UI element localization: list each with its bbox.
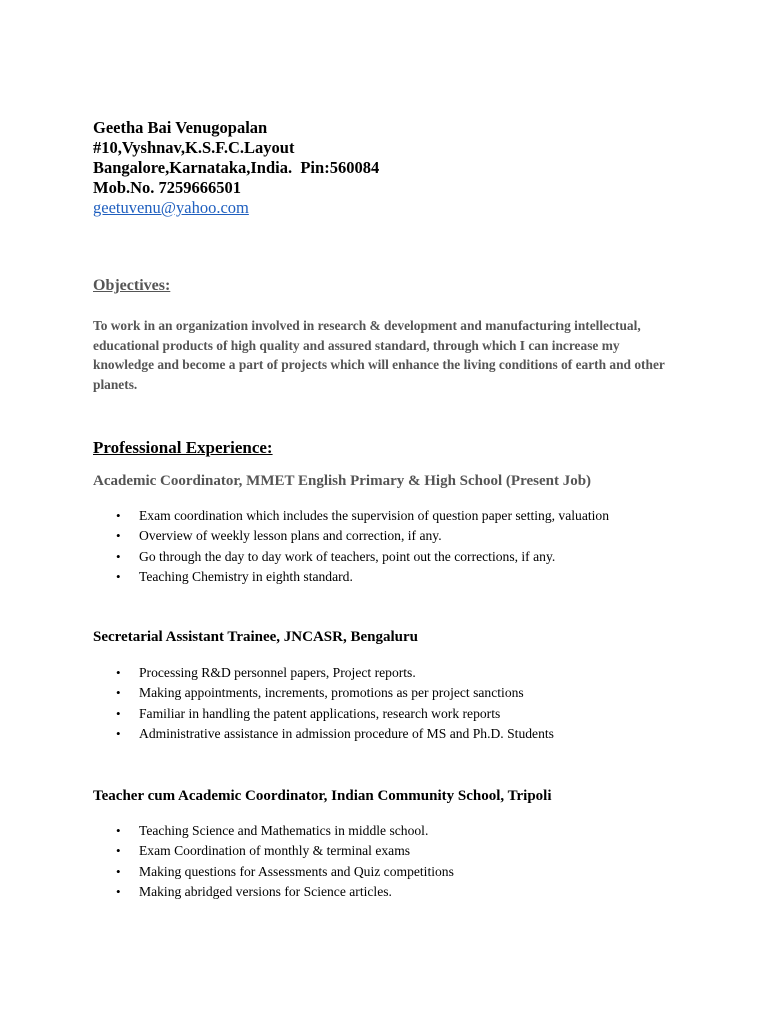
list-item: • Exam coordination which includes the supervision of question paper setting, valuation <box>0 506 609 526</box>
list-item: • Overview of weekly lesson plans and correction, if any. <box>0 526 609 546</box>
list-item: • Familiar in handling the patent applications, research work reports <box>0 704 554 724</box>
professional-experience-heading: Professional Experience: <box>93 438 273 457</box>
contact-block <box>93 118 379 218</box>
objectives-text: To work in an organization involved in research & development and manufacturing intellectual, educational products of high quality and assured standard, through which I can increase my knowledge and become a part of projects which will enhance the living conditions of earth and other planets. <box>93 318 665 392</box>
list-item: • Teaching Chemistry in eighth standard. <box>0 567 609 587</box>
contact-address-line2: Bangalore,Karnataka,India. Pin:560084 <box>93 158 380 177</box>
contact-phone: Mob.No. 7259666501 <box>93 178 242 197</box>
contact-address-line1: #10,Vyshnav,K.S.F.C.Layout <box>93 138 295 157</box>
list-item: • Processing R&D personnel papers, Project reports. <box>0 663 554 683</box>
job-bullets-teacher-coordinator <box>0 821 454 902</box>
job-bullets-secretarial-assistant <box>0 663 554 744</box>
contact-name: Geetha Bai Venugopalan <box>93 118 268 137</box>
list-item: • Making questions for Assessments and Quiz competitions <box>0 862 454 882</box>
list-item: • Making appointments, increments, promotions as per project sanctions <box>0 683 554 703</box>
list-item: • Teaching Science and Mathematics in middle school. <box>0 821 454 841</box>
list-item: • Go through the day to day work of teachers, point out the corrections, if any. <box>0 547 609 567</box>
job-title-teacher-coordinator: Teacher cum Academic Coordinator, Indian Community School, Tripoli <box>93 788 552 804</box>
list-item: • Making abridged versions for Science articles. <box>0 882 454 902</box>
job-bullets-academic-coordinator <box>0 506 609 587</box>
list-item: • Administrative assistance in admission procedure of MS and Ph.D. Students <box>0 724 554 744</box>
list-item: • Exam Coordination of monthly & terminal exams <box>0 841 454 861</box>
contact-email-link[interactable]: geetuvenu@yahoo.com <box>93 198 249 217</box>
objectives-heading: Objectives: <box>93 277 171 294</box>
job-title-academic-coordinator: Academic Coordinator, MMET English Primary & High School (Present Job) <box>93 473 592 489</box>
job-title-secretarial-assistant: Secretarial Assistant Trainee, JNCASR, Bengaluru <box>93 629 418 645</box>
